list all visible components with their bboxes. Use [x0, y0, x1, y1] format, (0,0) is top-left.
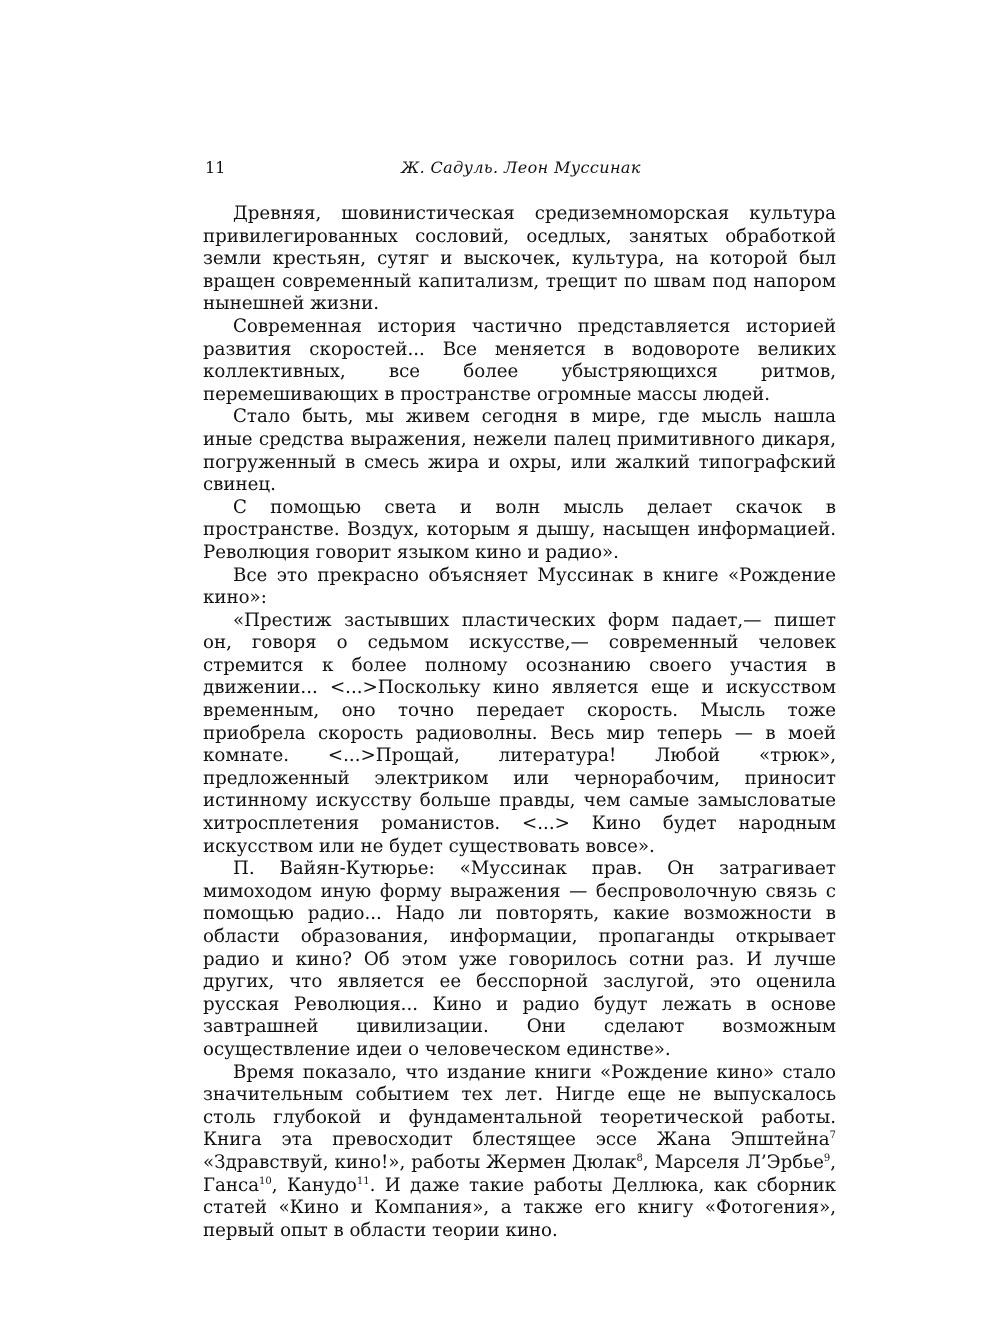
footnote-ref: 10: [259, 1175, 272, 1187]
paragraph: С помощью света и волн мысль делает скачок в пространстве. Воздух, которым я дышу, насыщен информацией. Революция говорит языком кино и радио».: [203, 496, 836, 563]
paragraph: Все это прекрасно объясняет Муссинак в книге «Рождение кино»:: [203, 564, 836, 609]
paragraph: П. Вайян-Кутюрье: «Муссинак прав. Он затрагивает мимоходом иную форму выражения — беспроволочную связь с помощью радио... Надо ли повторять, какие возможности в области образования, информации, пропаганды открывает радио и кино? Об этом уже говорилось сотни раз. И лучше других, что является ее бесспорной заслугой, это оценила русская Революция... Кино и радио будут лежать в основе завтрашней цивилизации. Они сделают возможным осуществление идеи о человеческом единстве».: [203, 858, 836, 1060]
body-text: [203, 203, 836, 1242]
footnote-ref: 7: [829, 1130, 836, 1142]
footnote-ref: 8: [636, 1152, 643, 1164]
paragraph: Стало быть, мы живем сегодня в мире, где мысль нашла иные средства выражения, нежели палец примитивного дикаря, погруженный в смесь жира и охры, или жалкий типографский свинец.: [203, 406, 836, 496]
page-number: 11: [205, 158, 226, 177]
text-span: , Канудо: [271, 1174, 357, 1196]
footnote-ref: 11: [356, 1175, 370, 1187]
paragraph: Современная история частично представляется историей развития скоростей... Все меняется в водовороте великих коллективных, все более убыстряющихся ритмов, перемешивающих в пространстве огромные массы людей.: [203, 315, 836, 405]
text-span: «Здравствуй, кино!», работы Жермен Дюлак: [203, 1151, 637, 1173]
quote-paragraph: «Престиж застывших пластических форм падает,— пишет он, говоря о седьмом искусстве,— современный человек стремится к более полному осознанию своего участия в движении... <...>Поскольку кино является еще и искусством временным, оно точно передает скорость. Мысль тоже приобрела скорость радиоволны. Весь мир теперь — в моей комнате. <...>Прощай, литература! Любой «трюк», предложенный электриком или чернорабочим, приносит истинному искусству больше правды, чем самые замысловатые хитросплетения романистов. <...> Кино будет народным искусством или не будет существовать вовсе».: [203, 609, 836, 857]
page-header: [205, 158, 837, 182]
footnote-ref: 9: [823, 1152, 831, 1164]
paragraph-with-footnotes: [203, 1062, 836, 1243]
text-span: , Ганса: [203, 1151, 837, 1196]
running-title: Ж. Садуль. Леон Муссинак: [401, 158, 641, 177]
paragraph: Древняя, шовинистическая средиземноморская культура привилегированных сословий, оседлых, занятых обработкой земли крестьян, сутяг и выскочек, культура, на которой был вращен современный капитализм, трещит по швам под напором нынешней жизни.: [203, 203, 836, 315]
text-span: Время показало, что издание книги «Рождение кино» стало значительным событием тех лет. Нигде еще не выпускалось столь глубокой и фундаментальной теоретической работы. Книга эта превосходит блестящее эссе Жана Эпштейна: [203, 1061, 836, 1151]
text-span: , Марселя Л’Эрбье: [642, 1151, 824, 1173]
text-span: . И даже такие работы Деллюка, как сборник статей «Кино и Компания», а также его книгу «Фотогения», первый опыт в области теории кино.: [203, 1174, 836, 1241]
